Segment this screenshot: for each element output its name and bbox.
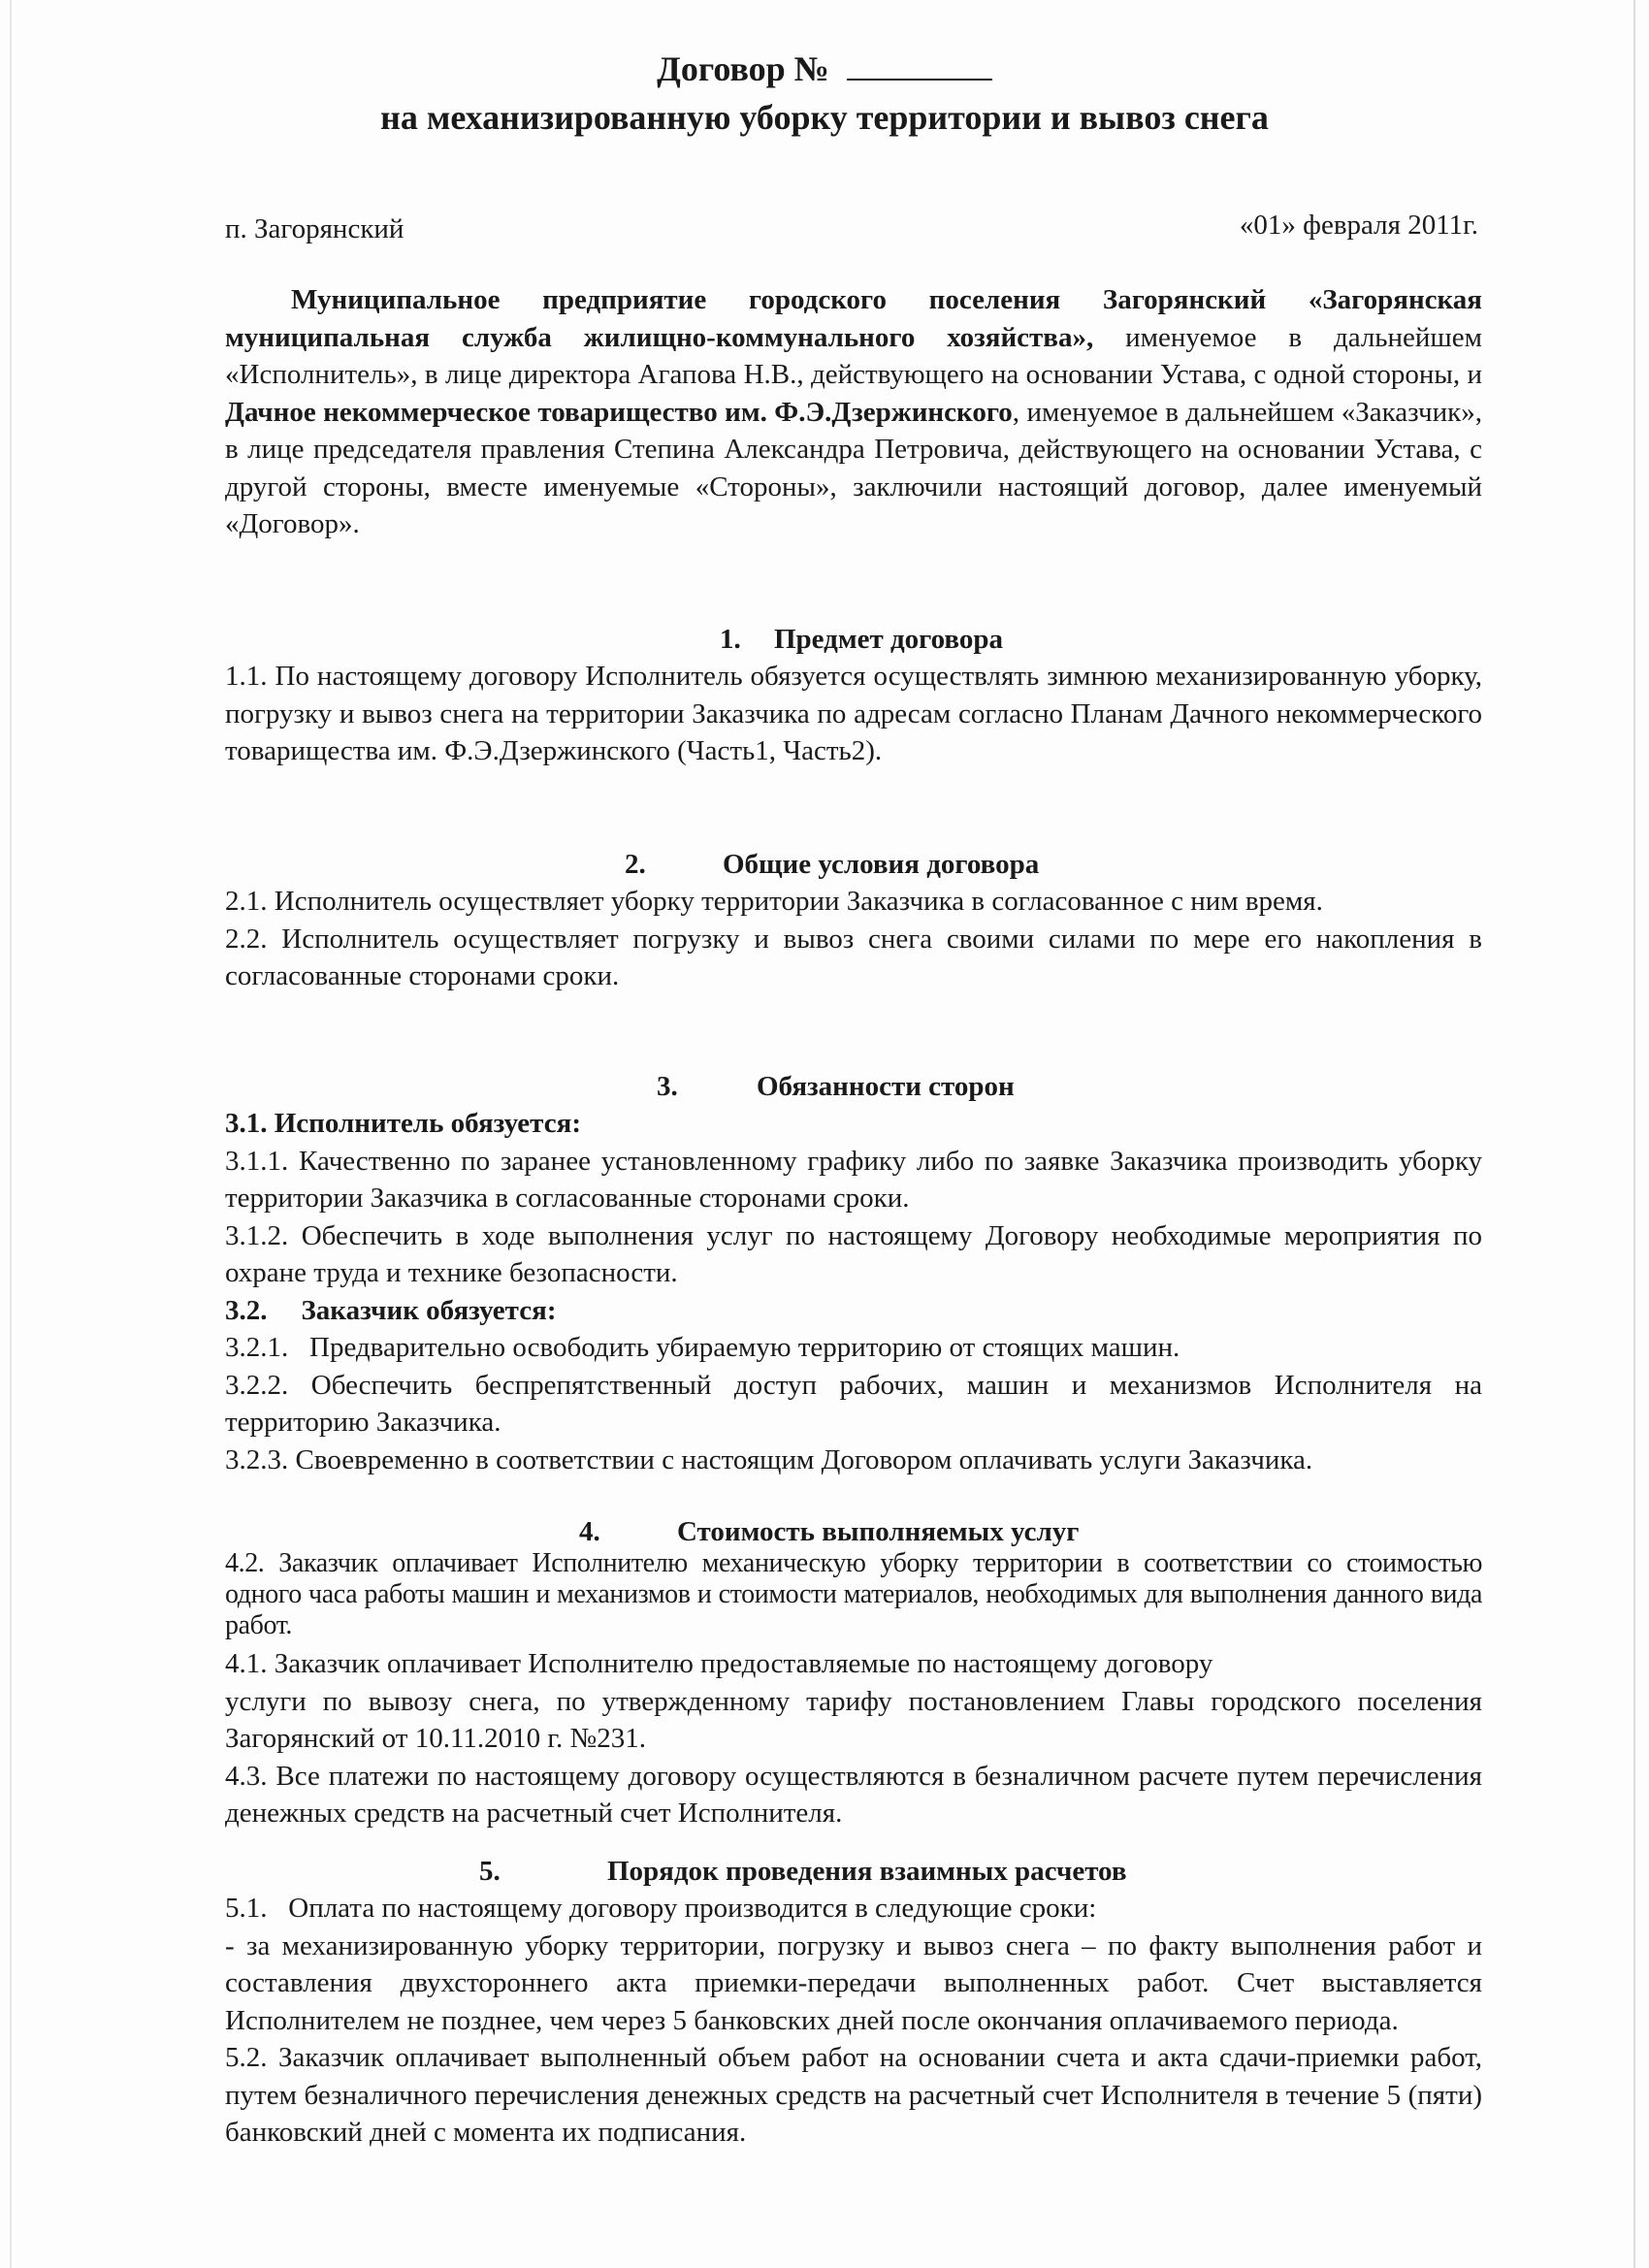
section-3-number: 3.: [657, 1071, 678, 1102]
section-1-title: Предмет договора: [774, 624, 1003, 655]
section-4-body: [225, 1548, 1482, 1832]
clause-5-1: 5.1. Оплата по настоящему договору производится в следующие сроки:: [225, 1893, 1097, 1924]
clause-5-1-item: - за механизированную уборку территории, погрузку и вывоз снега – по факту выполнения работ и составления двухстороннего акта приемки-передачи выполненных работ. Счет выставляется Исполнителем не позднее, чем через 5 банковских дней после окончания оплачиваемого периода.: [225, 1929, 1482, 2036]
subsection-3-2-number: 3.2.: [225, 1294, 268, 1326]
section-5-number: 5.: [479, 1856, 501, 1887]
contract-date: «01» февраля 2011г.: [1239, 210, 1478, 241]
clause-3-2-1: 3.2.1. Предварительно освободить убираемую территорию от стоящих машин.: [225, 1332, 1180, 1363]
clause-5-2: 5.2. Заказчик оплачивает выполненный объем работ на основании счета и акта сдачи-приемки работ, путем безналичного перечисления денежных средств на расчетный счет Исполнителя в течение 5 (пяти) банковский дней с момента их подписания.: [225, 2042, 1482, 2148]
contract-subtitle: на механизированную уборку территории и вывоз снега: [380, 98, 1269, 137]
scan-edge-left: [10, 0, 12, 2268]
subsection-3-2-title: [225, 1292, 1482, 1330]
section-4-heading: [225, 1513, 1482, 1550]
clause-2-2: 2.2. Исполнитель осуществляет погрузку и вывоз снега своими силами по мере его накопления в согласованные сторонами сроки.: [225, 923, 1482, 991]
clause-4-1-line2: услуги по вывозу снега, по утвержденному тарифу постановлением Главы городского поселения Загорянский от 10.11.2010 г. №231.: [225, 1685, 1482, 1754]
section-5-body: [225, 1890, 1482, 2152]
intro-text: [225, 281, 1482, 543]
section-2-heading: [225, 846, 1482, 883]
intro-text-part2: , именуемое в дальнейшем «Заказчик», в лице председателя правления Степина Александра Петровича, действующего на основании Устава, с другой стороны, вместе именуемые «Стороны», заключили настоящий договор, далее именуемый «Договор».: [225, 396, 1482, 539]
section-5-title: Порядок проведения взаимных расчетов: [607, 1856, 1127, 1887]
place-of-signing: п. Загорянский: [225, 213, 404, 244]
contract-number-blank: [847, 49, 992, 81]
section-1-number: 1.: [720, 624, 741, 655]
section-4-number: 4.: [579, 1516, 600, 1547]
section-1-body: [225, 658, 1482, 770]
clause-3-1-2: 3.1.2. Обеспечить в ходе выполнения услуг по настоящему Договору необходимые мероприятия по охране труда и технике безопасности.: [225, 1219, 1482, 1288]
contract-title-text: Договор №: [657, 49, 829, 88]
subsection-3-2-text: Заказчик обязуется:: [301, 1294, 557, 1326]
clause-2-1: 2.1. Исполнитель осуществляет уборку территории Заказчика в согласованное с ним время.: [225, 886, 1323, 917]
clause-4-3: 4.3. Все платежи по настоящему договору осуществляются в безналичном расчете путем перечисления денежных средств на расчетный счет Исполнителя.: [225, 1760, 1482, 1829]
intro-text-part1: именуемое в дальнейшем «Исполнитель», в лице директора Агапова Н.В., действующего на основании Устава, с одной стороны, и: [225, 321, 1482, 390]
customer-name: Дачное некоммерческое товарищество им. Ф.Э.Дзержинского: [225, 396, 1013, 428]
section-2-number: 2.: [625, 849, 646, 880]
executor-name: Муниципальное предприятие городского поселения Загорянский «Загорянская муниципальная служба жилищно-коммунального хозяйства»,: [225, 284, 1482, 353]
scan-edge-right: [1633, 0, 1635, 2268]
contract-title: [0, 49, 1649, 89]
section-4-title: Стоимость выполняемых услуг: [677, 1516, 1080, 1547]
section-3-heading: [225, 1068, 1482, 1105]
section-1-heading: [225, 621, 1482, 658]
section-5-heading: [225, 1853, 1482, 1890]
section-3-title: Обязанности сторон: [757, 1071, 1015, 1102]
section-2-title: Общие условия договора: [723, 849, 1040, 880]
clause-3-2-2: 3.2.2. Обеспечить беспрепятственный доступ рабочих, машин и механизмов Исполнителя на территорию Заказчика.: [225, 1369, 1482, 1438]
clause-3-2-3: 3.2.3. Своевременно в соответствии с настоящим Договором оплачивать услуги Заказчика.: [225, 1443, 1313, 1475]
intro-paragraph: [225, 281, 1482, 543]
section-3-body: [225, 1105, 1482, 1478]
clause-3-1-1: 3.1.1. Качественно по заранее установленному графику либо по заявке Заказчика производить уборку территории Заказчика в согласованные сторонами сроки.: [225, 1145, 1482, 1214]
clause-4-2: 4.2. Заказчик оплачивает Исполнителю механическую уборку территории в соответствии со стоимостью одного часа работы машин и механизмов и стоимости материалов, необходимых для выполнения данного вида работ.: [225, 1548, 1482, 1640]
section-2-body: [225, 883, 1482, 995]
subsection-3-1-title: 3.1. Исполнитель обязуется:: [225, 1108, 581, 1139]
clause-1-1: 1.1. По настоящему договору Исполнитель обязуется осуществлять зимнюю механизированную уборку, погрузку и вывоз снега на территории Заказчика по адресам согласно Планам Дачного некоммерческого товарищества им. Ф.Э.Дзержинского (Часть1, Часть2).: [225, 661, 1482, 766]
clause-4-1-line1: 4.1. Заказчик оплачивает Исполнителю предоставляемые по настоящему договору: [225, 1648, 1213, 1679]
